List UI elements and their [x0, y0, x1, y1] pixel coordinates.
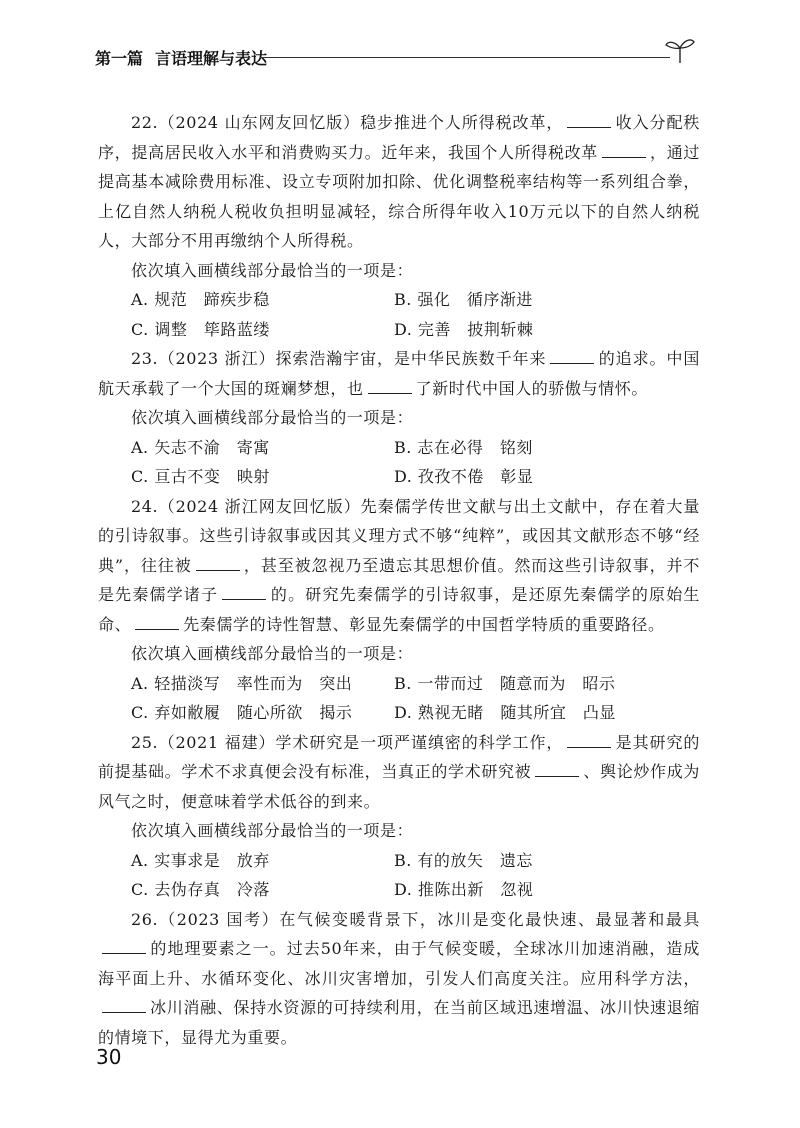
question-list: [98, 108, 700, 1052]
option-list: [98, 285, 700, 344]
option-a: A. 矢志不渝 寄寓: [131, 437, 270, 457]
option-a: A. 实事求是 放弃: [131, 850, 270, 870]
question-prompt: 依次填入画横线部分最恰当的一项是：: [131, 644, 414, 663]
question-22: 22.（2024 山东网友回忆版）稳步推进个人所得税改革， 收入分配秩序，提高居民收入水平和消费购买力。近年来，我国个人所得税改革 ，通过提高基本减除费用标准、设立专项附加扣除、优化调整税率结构等一系列组合拳，上亿自然人纳税人税收负担明显减轻，综合所得年收入10万元以下的自然人纳税人，大部分不用再缴纳个人所得税。: [98, 113, 700, 250]
header-rule: [260, 57, 670, 58]
option-a: A. 规范 蹄疾步稳: [131, 290, 270, 309]
answer-blank: [602, 143, 646, 158]
option-c: C. 弃如敝履 随心所欲 揭示: [131, 703, 353, 722]
sprout-icon: [663, 36, 697, 64]
answer-blank: [368, 379, 412, 394]
answer-blank: [135, 615, 179, 630]
question-prompt: 依次填入画横线部分最恰当的一项是：: [131, 821, 414, 840]
page-header: [95, 36, 695, 70]
answer-blank: [222, 585, 266, 600]
answer-blank: [535, 762, 579, 777]
option-d: D. 孜孜不倦 彰显: [394, 467, 534, 486]
question-25: 25.（2021 福建）学术研究是一项严谨缜密的科学工作， 是其研究的前提基础。学术不求真便会没有标准，当真正的学术研究被 、舆论炒作成为风气之时，便意味着学术低谷的到来。: [98, 732, 700, 811]
option-b: B. 一带而过 随意而为 昭示: [394, 673, 616, 693]
answer-blank: [567, 113, 611, 128]
option-a: A. 轻描淡写 率性而为 突出: [131, 673, 353, 693]
option-c: C. 调整 筚路蓝缕: [131, 319, 270, 339]
option-b: B. 有的放矢 遗忘: [394, 850, 533, 870]
chapter-title: 言语理解与表达: [155, 49, 268, 68]
option-d: D. 完善 披荆斩棘: [394, 319, 534, 339]
option-b: B. 志在必得 铭刻: [394, 437, 533, 457]
question-24: 24.（2024 浙江网友回忆版）先秦儒学传世文献与出土文献中，存在着大量的引诗叙事。这些引诗叙事或因其义理方式不够“纯粹”，或因其文献形态不够“经典”，往往被 ，甚至被忽视乃至遗忘其思想价值。然而这些引诗叙事，并不是先秦儒学诸子 的。研究先秦儒学的引诗叙事，是还原先秦儒学的原始生命、 先秦儒学的诗性智慧、彰显先秦儒学的中国哲学特质的重要路径。: [98, 496, 701, 634]
option-d: D. 推陈出新 忽视: [394, 880, 534, 899]
answer-blank: [567, 733, 611, 748]
page-number: 30: [96, 1045, 122, 1069]
question-prompt: 依次填入画横线部分最恰当的一项是：: [131, 260, 414, 280]
question-26: 26.（2023 国考）在气候变暖背景下，冰川是变化最快速、最显著和最具的地理要素之一。过去50年来，由于气候变暖，全球冰川加速消融，造成海平面上升、水循环变化、冰川灾害增加，引发人们高度关注。应用科学方法，冰川消融、保持水资源的可持续利用，在当前区域迅速增温、冰川快速退缩的情境下，显得尤为重要。: [98, 909, 700, 1047]
answer-blank: [102, 998, 146, 1013]
option-list: [98, 669, 700, 728]
answer-blank: [550, 349, 594, 364]
option-list: [98, 433, 700, 492]
option-c: C. 亘古不变 映射: [131, 467, 270, 486]
option-d: D. 熟视无睹 随其所宜 凸显: [394, 703, 616, 722]
option-b: B. 强化 循序渐进: [394, 290, 533, 309]
question-prompt: 依次填入画横线部分最恰当的一项是：: [131, 408, 414, 427]
answer-blank: [102, 939, 146, 954]
option-list: [98, 846, 700, 905]
option-c: C. 去伪存真 冷落: [131, 880, 270, 899]
answer-blank: [196, 556, 240, 571]
chapter-label: 第一篇: [95, 49, 144, 68]
question-23: 23.（2023 浙江）探索浩瀚宇宙，是中华民族数千年来 的追求。中国航天承载了一个大国的斑斓梦想，也 了新时代中国人的骄傲与情怀。: [98, 349, 700, 398]
